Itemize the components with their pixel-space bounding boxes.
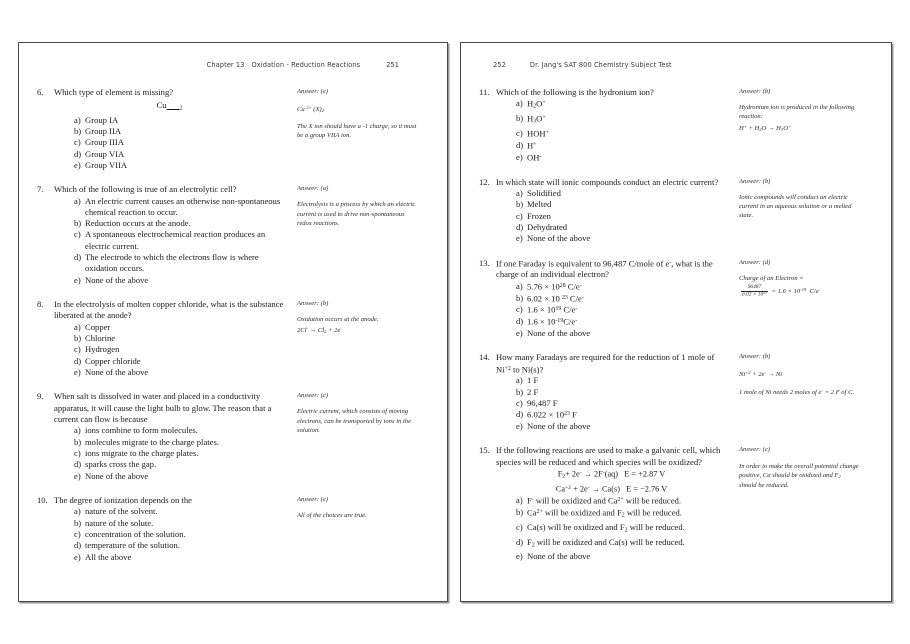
choice-option[interactable] — [54, 149, 285, 160]
choice-label: a) — [516, 280, 523, 291]
choice-label: b) — [516, 292, 524, 303]
choice-option[interactable] — [54, 552, 285, 563]
choice-label: a) — [516, 188, 523, 199]
choice-option[interactable] — [54, 126, 285, 137]
question-stem: If one Faraday is equivalent to 96,487 C/mole of e-, what is the charge of an individual electron? — [496, 258, 713, 280]
choice-label: d) — [516, 316, 524, 327]
choice-label: a) — [516, 98, 523, 109]
question-item — [475, 87, 877, 164]
explanation-text: Hydronium ion is produced in the following reaction: — [739, 104, 855, 121]
choice-list — [54, 425, 285, 481]
choice-label: d) — [74, 459, 82, 470]
choice-option[interactable] — [496, 522, 727, 537]
choice-text: Ca(s) will be oxidized and $F_2$ will be reduced. — [527, 522, 685, 534]
question-item — [33, 495, 433, 563]
choice-label: e) — [516, 421, 523, 432]
choice-option[interactable] — [496, 304, 727, 316]
choice-list — [54, 196, 285, 286]
fraction-denominator: $6.02 \times 10^{23}$ — [742, 290, 767, 298]
choice-option[interactable] — [496, 328, 727, 339]
explanation-text: Oxidation occurs at the anode. — [297, 316, 379, 324]
answer-label: Answer: (c) — [297, 392, 328, 400]
choice-option[interactable] — [496, 211, 727, 222]
choice-label: e) — [74, 159, 81, 170]
choice-text: Group IA — [85, 114, 119, 125]
running-head-chapter-label: Chapter 13 — [206, 61, 245, 69]
choice-text: F- will be oxidized and $Ca^{2+}$ will be reduced. — [527, 495, 681, 506]
choice-text: temperature of the solution. — [85, 540, 180, 551]
choice-text: None of the above — [85, 470, 149, 481]
explanation-text: 1 mole of Ni needs 2 moles of e- = 2 F of C. — [739, 388, 855, 397]
choice-list — [496, 495, 727, 562]
choice-label: b) — [516, 113, 524, 124]
choice-text: Melted — [527, 199, 552, 210]
choice-text: Group VIA — [85, 148, 125, 159]
explanation-text: The X ion should have a -1 charge, so it must be a group VIIA ion. — [297, 123, 417, 140]
choice-text: ions combine to form molecules. — [85, 425, 198, 436]
running-head-right-page — [475, 61, 877, 75]
choice-text: OH- — [527, 152, 542, 163]
question-item — [475, 258, 877, 340]
choice-text: $H_3O^+$ — [527, 113, 546, 126]
question-number: 7. — [37, 184, 44, 195]
choice-option[interactable] — [54, 459, 285, 470]
choice-label: e) — [516, 327, 523, 338]
answer-explanation — [739, 177, 859, 221]
choice-label: a) — [74, 114, 81, 125]
choice-option[interactable] — [54, 115, 285, 126]
question-item — [33, 87, 433, 171]
choice-label: d) — [74, 540, 82, 551]
running-head-left-page — [33, 61, 433, 75]
choice-label: a) — [74, 425, 81, 436]
choice-option[interactable] — [54, 137, 285, 148]
choice-text: molecules migrate to the charge plates. — [85, 436, 219, 447]
choice-option[interactable] — [496, 387, 727, 398]
fraction-numerator: 96487 — [741, 285, 768, 292]
choice-text: $1.6 \times 10^{-19}C/e^-$ — [527, 316, 578, 327]
choice-label: c) — [74, 344, 81, 355]
question-number: 9. — [37, 391, 44, 402]
choice-label: e) — [516, 551, 523, 562]
choice-label: d) — [516, 409, 524, 420]
question-stem: How many Faradays are required for the reduction of 1 mole of $Ni^{+2}$ to Ni(s)? — [496, 352, 715, 375]
explanation-formula: Cu $^{2+}$ $(X)_2$ — [297, 105, 324, 114]
choice-text: A spontaneous electrochemical reaction produces an electric current. — [85, 229, 266, 251]
choice-label: a) — [516, 375, 523, 386]
choice-label: a) — [74, 321, 81, 332]
choice-label: c) — [516, 304, 523, 315]
choice-label: d) — [74, 148, 82, 159]
page-left — [18, 42, 448, 602]
choice-text: None of the above — [527, 421, 591, 432]
page-number-251: 251 — [386, 61, 399, 69]
answer-label: Answer: (e) — [297, 88, 328, 95]
choice-text: All the above — [85, 551, 132, 562]
answer-explanation — [297, 87, 417, 141]
choice-option[interactable] — [54, 356, 285, 367]
choice-option[interactable] — [496, 495, 727, 507]
answer-label: Answer: (c) — [739, 446, 770, 454]
question-stem: If the following reactions are used to make a galvanic cell, which species will be reduced and which species will be oxidized? — [496, 445, 721, 467]
question-list-right — [475, 87, 877, 563]
choice-text: sparks cross the gap. — [85, 459, 157, 470]
choice-label: e) — [74, 274, 81, 285]
choice-option[interactable] — [496, 398, 727, 409]
answer-explanation — [739, 352, 859, 397]
choice-option[interactable] — [496, 222, 727, 233]
explanation-text: In order to make the overall potential change positive, Ca should be oxidized and $F_2$ should be reduced. — [739, 462, 859, 489]
explanation-formula: $2Cl^- \to Cl_2 + 2e^-$ — [297, 326, 342, 335]
question-number: 15. — [479, 445, 490, 456]
choice-option[interactable] — [54, 252, 285, 275]
choice-label: d) — [74, 252, 82, 263]
question-number: 8. — [37, 298, 44, 309]
choice-list — [54, 322, 285, 378]
choice-label: b) — [516, 386, 524, 397]
choice-option[interactable] — [496, 375, 727, 386]
choice-option[interactable] — [54, 344, 285, 355]
choice-label: d) — [516, 222, 524, 233]
choice-text: ions migrate to the charge plates. — [85, 448, 199, 459]
answer-explanation — [739, 445, 859, 490]
choice-option[interactable] — [496, 537, 727, 552]
explanation-text: Electrolysis is a process by which an electric current is used to drive non-spontaneous redox reactions. — [297, 201, 416, 227]
choice-label: b) — [74, 218, 82, 229]
choice-label: b) — [516, 199, 524, 210]
explanation-title: Charge of an Electron = — [739, 274, 804, 282]
question-stem: When salt is dissolved in water and placed in a conductivity apparatus, it will cause the light bulb to glow. The reason that a current can flow is because — [54, 391, 272, 425]
choice-option[interactable] — [496, 551, 727, 562]
choice-label: c) — [74, 229, 81, 240]
answer-label: Answer: (b) — [739, 88, 771, 95]
choice-text: Reduction occurs at the anode. — [85, 218, 191, 229]
question-number: 6. — [37, 87, 44, 97]
choice-label: b) — [74, 436, 82, 447]
explanation-formula: $H^+ + H_2O \to H_3O^+$ — [739, 123, 791, 132]
question-item — [475, 445, 877, 562]
question-stem: Which of the following is true of an electrolytic cell? — [54, 184, 237, 195]
choice-text: $Ca^{2+}$ will be oxidized and $F_2$ will be reduced. — [527, 507, 682, 519]
choice-text: $6.022 \times 10^{23}$ F — [527, 409, 577, 420]
question-item — [33, 184, 433, 286]
choice-text: 6.02 × 10 $^{23}$ C/e- — [527, 293, 584, 304]
reaction-equation-2: $Ca^{+2} + 2e^- \to Ca(s) E = -2.76$ V — [555, 484, 668, 494]
choice-label: c) — [74, 137, 81, 148]
choice-label: a) — [516, 495, 523, 506]
choice-option[interactable] — [54, 160, 285, 171]
choice-option[interactable] — [54, 333, 285, 344]
question-list-left — [33, 87, 433, 563]
choice-option[interactable] — [54, 506, 285, 517]
choice-option[interactable] — [496, 113, 727, 128]
choice-option[interactable] — [496, 188, 727, 199]
choice-label: c) — [74, 448, 81, 459]
answer-label: Answer: (d) — [739, 258, 771, 266]
choice-label: e) — [74, 551, 81, 562]
choice-text: concentration of the solution. — [85, 528, 186, 539]
choice-list — [496, 188, 727, 244]
answer-explanation — [297, 184, 417, 228]
answer-explanation — [739, 258, 859, 298]
choice-text: H+ — [527, 140, 537, 151]
question-item — [475, 352, 877, 432]
answer-label: Answer: (e) — [297, 495, 328, 503]
choice-text: nature of the solute. — [85, 517, 154, 528]
question-stem: The degree of ionization depends on the — [54, 494, 192, 505]
answer-explanation — [297, 299, 417, 336]
question-number: 13. — [479, 257, 490, 268]
choice-option[interactable] — [496, 98, 727, 113]
explanation-text: All of the choices are true. — [297, 512, 367, 520]
choice-option[interactable] — [54, 529, 285, 540]
answer-label: Answer: (b) — [739, 177, 771, 185]
choice-option[interactable] — [496, 128, 727, 140]
choice-label: d) — [74, 355, 82, 366]
choice-label: e) — [74, 366, 81, 377]
question-stem: In the electrolysis of molten copper chloride, what is the substance liberated at the anode? — [54, 298, 284, 321]
page-number-252: 252 — [493, 61, 506, 69]
choice-option[interactable] — [496, 293, 727, 305]
question-stem: Which of the following is the hydronium ion? — [496, 87, 654, 97]
answer-explanation — [739, 87, 859, 134]
choice-label: b) — [74, 125, 82, 136]
choice-label: d) — [516, 536, 524, 547]
choice-label: b) — [516, 507, 524, 518]
explanation-text: Electric current, which consists of moving electrons, can be transported by ions in the solution. — [297, 408, 412, 434]
choice-label: c) — [74, 528, 81, 539]
choice-text: Group IIA — [85, 125, 122, 136]
question-item — [33, 299, 433, 378]
explanation-text: Ionic compounds will conduct an electric current in an aqueous solution or a melted state. — [739, 193, 852, 220]
choice-option[interactable] — [54, 471, 285, 482]
choice-text: 96,487 F — [527, 398, 558, 409]
choice-text: The electrode to which the electrons flow is where oxidation occurs. — [85, 252, 259, 274]
choice-option[interactable] — [496, 233, 727, 244]
question-number: 11. — [479, 87, 490, 97]
explanation-formula: $Ni^{+2} + 2e^- \to Ni$ — [739, 370, 783, 379]
choice-label: c) — [516, 522, 523, 533]
choice-option[interactable] — [54, 218, 285, 229]
choice-label: a) — [74, 195, 81, 206]
question-stem: Which type of element is missing? — [54, 87, 174, 97]
answer-label: Answer: (b) — [739, 353, 771, 361]
choice-option[interactable] — [496, 140, 727, 152]
choice-text: None of the above — [527, 233, 591, 244]
choice-option[interactable] — [54, 367, 285, 378]
choice-text: $1.6 \times 10^{19}$ C/e- — [527, 304, 578, 315]
choice-label: c) — [516, 128, 523, 139]
choice-list — [496, 281, 727, 339]
answer-explanation — [297, 495, 417, 520]
choice-text: $F_2$ will be oxidized and Ca(s) will be reduced. — [527, 536, 685, 548]
choice-text: An electric current causes an otherwise non-spontaneous chemical reaction to occur. — [85, 195, 281, 217]
fraction — [741, 285, 768, 298]
choice-option[interactable] — [54, 437, 285, 448]
choice-text: Group IIIA — [85, 137, 124, 148]
choice-option[interactable] — [54, 229, 285, 252]
choice-text: Hydrogen — [85, 344, 120, 355]
choice-option[interactable] — [54, 322, 285, 333]
running-head-book-title: Dr. Jang's SAT 800 Chemistry Subject Test — [529, 61, 672, 69]
choice-list — [496, 98, 727, 163]
choice-text: HOH+ — [527, 128, 549, 139]
choice-option[interactable] — [496, 152, 727, 164]
choice-text: Frozen — [527, 210, 551, 221]
choice-list — [54, 115, 285, 171]
choice-text: None of the above — [527, 327, 591, 338]
choice-text: 1 F — [527, 375, 539, 386]
answer-label: Answer: (a) — [297, 185, 329, 193]
question-number: 10. — [37, 494, 48, 505]
choice-list — [496, 375, 727, 432]
choice-label: e) — [74, 470, 81, 481]
answer-label: Answer: (b) — [297, 299, 329, 307]
question-item — [33, 391, 433, 482]
reaction-equation-1: $F_2+ 2e^- \to 2F^-(aq) E = +2.87$ V — [557, 469, 666, 480]
choice-label: b) — [74, 333, 82, 344]
running-head-chapter-title: Oxidation - Reduction Reactions — [251, 61, 361, 69]
choice-option[interactable] — [496, 281, 727, 293]
choice-text: None of the above — [85, 366, 149, 377]
choice-text: $5.76 \times 10^{28}$ C/e- — [527, 281, 582, 292]
choice-option[interactable] — [496, 421, 727, 432]
question-item — [475, 177, 877, 245]
choice-text: Chlorine — [85, 333, 116, 344]
choice-text: 2 F — [527, 386, 539, 397]
choice-label: a) — [74, 506, 81, 517]
choice-text: Copper chloride — [85, 355, 141, 366]
explanation-fraction — [739, 285, 859, 298]
choice-option[interactable] — [496, 507, 727, 522]
choice-option[interactable] — [496, 409, 727, 421]
choice-label: b) — [74, 517, 82, 528]
choice-label: c) — [516, 210, 523, 221]
choice-option[interactable] — [54, 540, 285, 551]
question-number: 12. — [479, 176, 490, 187]
choice-text: Group VIIA — [85, 159, 128, 170]
choice-list — [54, 506, 285, 562]
question-stem: In which state will ionic compounds conduct an electric current? — [496, 176, 719, 187]
choice-text: None of the above — [85, 274, 149, 285]
choice-text: Copper — [85, 321, 111, 332]
choice-option[interactable] — [54, 425, 285, 436]
question-formula: Cu $_2$ — [156, 100, 183, 112]
fraction-result: = $1.6 \times 10^{-19}$ C/e- — [771, 287, 821, 295]
choice-text: Dehydrated — [527, 222, 568, 233]
choice-label: e) — [516, 233, 523, 244]
choice-text: $H_2O^+$ — [527, 98, 546, 111]
choice-label: c) — [516, 398, 523, 409]
choice-option[interactable] — [54, 196, 285, 219]
choice-label: d) — [516, 140, 524, 151]
question-number: 14. — [479, 352, 490, 363]
choice-option[interactable] — [496, 316, 727, 328]
choice-label: e) — [516, 151, 523, 162]
choice-text: None of the above — [527, 551, 591, 562]
choice-option[interactable] — [54, 518, 285, 529]
page-right — [460, 42, 892, 602]
choice-text: nature of the solvent. — [85, 506, 158, 517]
answer-explanation — [297, 391, 417, 435]
choice-option[interactable] — [54, 275, 285, 286]
choice-text: Solidified — [527, 188, 561, 199]
choice-option[interactable] — [54, 448, 285, 459]
choice-option[interactable] — [496, 199, 727, 210]
